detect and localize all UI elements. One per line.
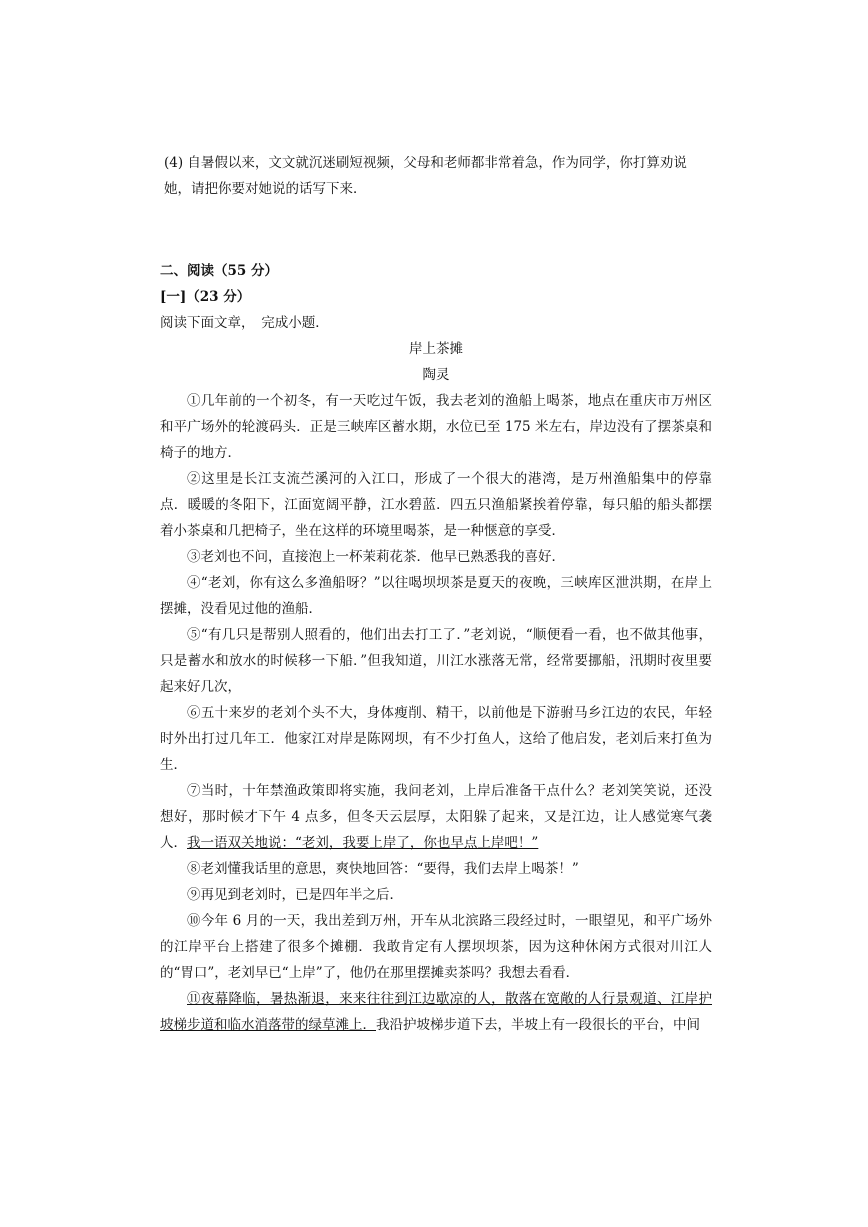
paragraph-11: [160, 986, 712, 1038]
question-4-line-1: (4) 自暑假以来，文文就沉迷刷短视频，父母和老师都非常着急，作为同学，你打算劝说: [164, 155, 687, 171]
section-subheading: [一]（23 分）: [160, 289, 251, 305]
section-heading: 二、阅读（55 分）: [160, 263, 278, 279]
paragraph-11-underlined: ⑪夜幕降临，暑热渐退，来来往往到江边歇凉的人，散落在宽敞的人行景观道、江岸护坡梯步道和临水消落带的绿草滩上．: [160, 991, 712, 1033]
paragraph-6: [160, 700, 712, 778]
paragraph-5-text: ⑤“有几只是帮别人照看的，他们出去打工了．”老刘说，“顺便看一看，也不做其他事，只是蓄水和放水的时候移一下船．”但我知道，川江水涨落无常，经常要挪船，汛期时夜里要起来好几次，: [160, 627, 712, 695]
paragraph-7: [160, 778, 712, 856]
article-title: 岸上茶摊: [409, 341, 463, 357]
paragraph-3: [160, 544, 712, 570]
paragraph-10-text: ⑩今年 6 月的一天，我出差到万州，开车从北滨路三段经过时，一眼望见，和平广场外的江岸平台上搭建了很多个摊棚．我敢肯定有人摆坝坝茶，因为这种休闲方式很对川江人的“胃口”，老刘早已“上岸”了，他仍在那里摆摊卖茶吗？我想去看看．: [160, 913, 712, 981]
paragraph-8: [160, 856, 712, 882]
article-author: 陶灵: [422, 367, 450, 383]
paragraph-7-underlined: 我一语双关地说：“老刘，我要上岸了，你也早点上岸吧！”: [187, 835, 539, 851]
paragraph-9: [160, 882, 712, 908]
paragraph-6-text: ⑥五十来岁的老刘个头不大，身体瘦削、精干，以前他是下游驸马乡江边的农民，年轻时外出打过几年工．他家江对岸是陈网坝，有不少打鱼人，这给了他启发，老刘后来打鱼为生．: [160, 705, 712, 773]
paragraph-1: [160, 388, 712, 466]
paragraph-8-text: ⑧老刘懂我话里的意思，爽快地回答：“要得，我们去岸上喝茶！”: [187, 861, 579, 877]
paragraph-2-text: ②这里是长江支流苎溪河的入江口，形成了一个很大的港湾，是万州渔船集中的停靠点．暖暖的冬阳下，江面宽阔平静，江水碧蓝．四五只渔船紧挨着停靠，每只船的船头都摆着小茶桌和几把椅子，坐在这样的环境里喝茶，是一种惬意的享受．: [160, 471, 712, 539]
paragraph-2: [160, 466, 712, 544]
paragraph-11-text: 我沿护坡梯步道下去，半坡上有一段很长的平台，中间: [376, 1017, 700, 1033]
paragraph-1-text: ①几年前的一个初冬，有一天吃过午饭，我去老刘的渔船上喝茶，地点在重庆市万州区和平广场外的轮渡码头．正是三峡库区蓄水期，水位已至 175 米左右，岸边没有了摆茶桌和椅子的地方．: [160, 393, 712, 461]
reading-section: [160, 258, 712, 1038]
paragraph-10: [160, 908, 712, 986]
paragraph-4: [160, 570, 712, 622]
paragraph-3-text: ③老刘也不问，直接泡上一杯茉莉花茶．他早已熟悉我的喜好．: [187, 549, 565, 565]
paragraph-4-text: ④“老刘，你有这么多渔船呀？”以往喝坝坝茶是夏天的夜晚，三峡库区泄洪期，在岸上摆摊，没看见过他的渔船．: [160, 575, 712, 617]
question-4-line-2: 她，请把你要对她说的话写下来．: [164, 181, 367, 197]
section-instruction: 阅读下面文章， 完成小题．: [160, 315, 329, 331]
paragraph-9-text: ⑨再见到老刘时，已是四年半之后．: [187, 887, 403, 903]
paragraph-7-text: ⑦当时，十年禁渔政策即将实施，我问老刘，上岸后准备干点什么？老刘笑笑说，还没想好，那时候才下午 4 点多，但冬天云层厚，太阳躲了起来，又是江边，让人感觉寒气袭人．: [160, 783, 712, 851]
question-4: [160, 150, 712, 202]
paragraph-5: [160, 622, 712, 700]
